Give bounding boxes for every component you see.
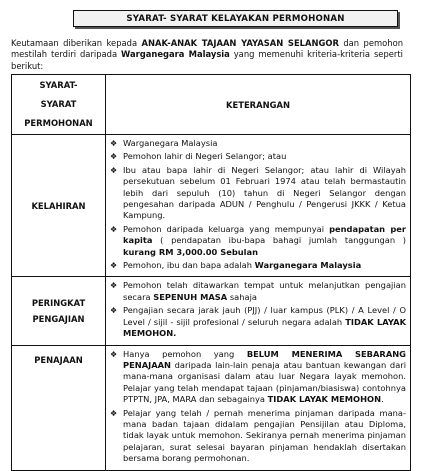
- diamond-bullet-icon: ❖: [110, 139, 118, 148]
- item-text: Pemohon telah ditawarkan tempat untuk melanjutkan pengajian secara: [123, 280, 406, 302]
- item-text: ( pendapatan ibu-bapa bahagi jumlah tanggungan ): [152, 235, 406, 246]
- list-item: [110, 223, 406, 258]
- item-text: Ibu atau bapa lahir di Negeri Selangor; atau lahir di Wilayah persekutuan sebelum 01 Februari 1974 atau telah bermastautin lebih dari sepuluh (10) tahun di Negeri Selangor dengan pengesahan daripada ADUN / Penghulu / Pengerusi JKKK / Ketua Kampung.: [123, 164, 406, 221]
- item-text: Pelajar yang telah / pernah menerima pinjaman daripada mana-mana badan tajaan didalam pengajian Pensijilan atau Diploma, tidak layak untuk memohon. Sekiranya pernah menerima pinjaman pelajaran, surat selesai bayaran pinjaman hendaklah disertakan bersama borang permohonan.: [123, 407, 406, 464]
- list-item: [110, 348, 406, 406]
- requirements-table: [11, 74, 411, 471]
- diamond-bullet-icon: ❖: [110, 224, 118, 234]
- list-item: [110, 164, 406, 222]
- intro-bold-citizen: Warganegara Malaysia: [121, 49, 230, 60]
- item-text: Warganegara Malaysia: [123, 138, 218, 148]
- diamond-bullet-icon: ❖: [110, 349, 118, 359]
- item-text: sahaja: [227, 291, 257, 302]
- item-text: Pemohon lahir di Negeri Selangor; atau: [123, 151, 287, 162]
- title-text: SYARAT- SYARAT KELAYAKAN PERMOHONAN: [126, 13, 345, 24]
- table-row: [12, 277, 411, 345]
- intro-paragraph: [11, 38, 403, 72]
- description-cell: [106, 277, 411, 345]
- category-sponsorship: [12, 345, 106, 470]
- header-description-label: KETERANGAN: [226, 99, 290, 110]
- list-item: [110, 280, 406, 303]
- item-bold: pendapatan per kapita: [123, 223, 406, 246]
- category-label: PERINGKAT: [31, 297, 86, 308]
- header-description: [106, 75, 411, 135]
- intro-bold-sponsor: ANAK-ANAK TAJAAN YAYASAN SELANGOR: [141, 38, 339, 48]
- item-bold: kurang RM 3,000.00 Sebulan: [123, 246, 259, 257]
- diamond-bullet-icon: ❖: [110, 408, 118, 418]
- table-header-row: [12, 75, 411, 135]
- category-birth: [12, 135, 106, 277]
- bullet-list: [106, 135, 410, 276]
- item-bold: TIDAK LAYAK MEMOHON.: [123, 316, 406, 339]
- header-line: PERMOHONAN: [24, 118, 93, 128]
- description-cell: [106, 135, 411, 277]
- diamond-bullet-icon: ❖: [110, 152, 118, 162]
- item-bold: SEPENUH MASA: [153, 291, 228, 302]
- diamond-bullet-icon: ❖: [110, 306, 118, 316]
- list-item: [110, 260, 406, 271]
- item-text: Pemohon, ibu dan bapa adalah: [123, 260, 255, 271]
- intro-text: yang memenuhi kriteria-kriteria seperti berikut:: [11, 49, 403, 71]
- category-label: KELAHIRAN: [31, 200, 86, 211]
- header-line: SYARAT-: [39, 80, 78, 90]
- document-title: [73, 10, 398, 27]
- table-row: [12, 345, 411, 470]
- description-cell: [106, 345, 411, 470]
- item-text: daripada lain-lain penaja atau bantuan kewangan dari mana-mana organisasi dalam atau luar Negara layak memohon. Pelajar yang telah mendapat tajaan (pinjaman/biasiswa) contohnya PTPTN, JPA, MARA dan sebagainya: [123, 359, 406, 405]
- category-study-level: [12, 277, 106, 345]
- diamond-bullet-icon: ❖: [110, 165, 118, 175]
- header-line: SYARAT: [40, 99, 77, 109]
- diamond-bullet-icon: ❖: [110, 261, 118, 271]
- list-item: [110, 305, 406, 339]
- item-text: Pemohon daripada keluarga yang mempunyai: [123, 223, 330, 234]
- table-row: [12, 135, 411, 277]
- item-text: .: [381, 394, 384, 405]
- item-text: Pengajian secara jarak jauh (PJJ) / luar kampus (PLK) / A Level / O Level / sijil - sijil profesional / seluruh negara adalah: [123, 305, 406, 327]
- item-bold: TIDAK LAYAK MEMOHON: [267, 394, 382, 405]
- diamond-bullet-icon: ❖: [110, 281, 118, 291]
- header-requirements: [12, 75, 106, 135]
- intro-text: dan pemohon mestilah terdiri daripada: [11, 38, 404, 60]
- list-item: [110, 407, 406, 465]
- category-label: PENGAJIAN: [32, 313, 85, 324]
- bullet-list: [106, 277, 410, 344]
- item-bold: BELUM MENERIMA SEBARANG PENAJAAN: [123, 348, 406, 370]
- list-item: [110, 151, 406, 162]
- list-item: [110, 138, 406, 149]
- bullet-list: [106, 346, 410, 470]
- category-label: PENAJAAN: [34, 354, 83, 365]
- item-bold: Warganegara Malaysia: [254, 260, 362, 271]
- item-text: Hanya pemohon yang: [123, 348, 247, 359]
- intro-text: Keutamaan diberikan kepada: [11, 38, 142, 48]
